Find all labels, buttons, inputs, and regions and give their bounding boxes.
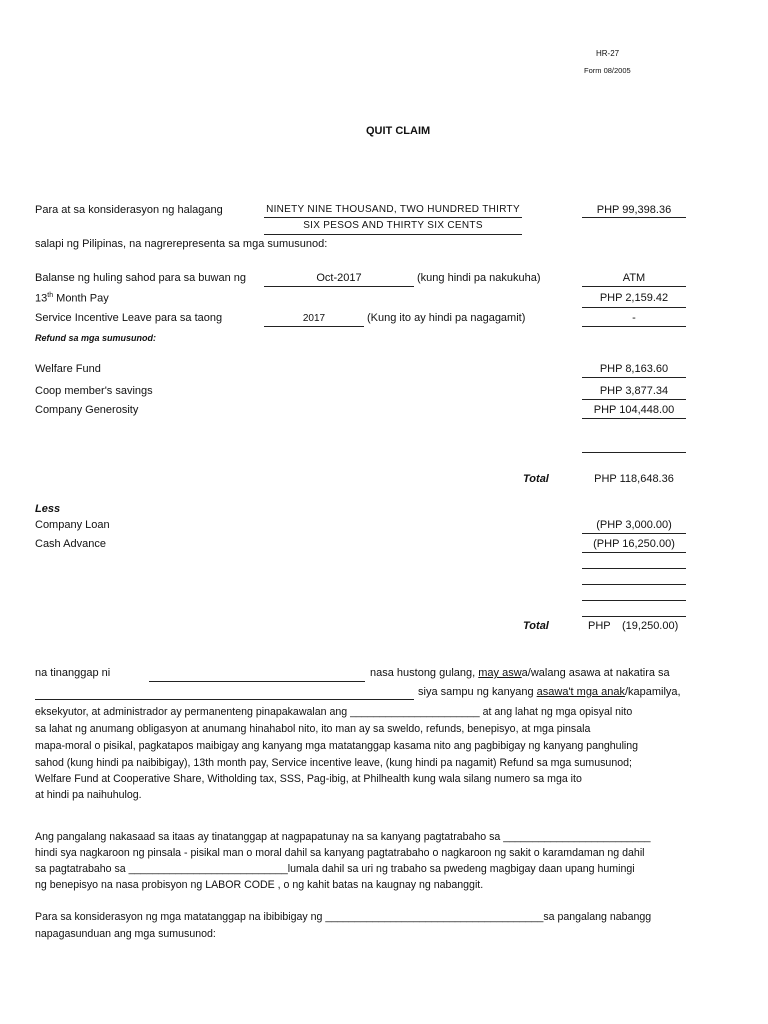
advance-amount: (PHP 16,250.00) — [593, 538, 675, 550]
generosity-underline — [582, 418, 686, 419]
words-underline-1 — [264, 217, 522, 218]
sil-label: Service Incentive Leave para sa taong — [35, 312, 223, 324]
body-line-4: sa lahat ng anumang obligasyon at anumang hinahabol nito, ito man ay sa sweldo, refunds, benepisyo, at mga pinsala — [35, 723, 591, 735]
month13-label: 13th Month Pay — [35, 292, 109, 305]
form-date: Form 08/2005 — [584, 66, 631, 75]
blank-underline-1 — [582, 568, 686, 569]
sil-note: (Kung ito ay hindi pa nagagamit) — [367, 312, 526, 324]
consideration-amount: PHP 99,398.36 — [596, 204, 672, 216]
address-blank — [35, 699, 414, 700]
month13-underline — [582, 307, 686, 308]
name-blank — [149, 681, 365, 682]
welfare-underline — [582, 377, 686, 378]
salary-label: Balanse ng huling sahod para sa buwan ng — [35, 272, 246, 284]
blank-underline — [582, 452, 686, 453]
sil-underline — [582, 326, 686, 327]
amount-underline — [582, 217, 686, 218]
body-line-8: at hindi pa naihuhulog. — [35, 789, 142, 801]
currency-line: salapi ng Pilipinas, na nagrerepresenta sa mga sumusunod: — [35, 238, 328, 250]
coop-underline — [582, 399, 686, 400]
body-line-5: mapa-moral o pisikal, pagkatapos maibigay ang kanyang mga matatanggap kasama nito ang pagbibigay ng kanyang panghuling — [35, 740, 639, 752]
para2-line-3: sa pagtatrabaho sa ___________________________lumala dahil sa uri ng trabaho sa pwedeng magbigay daan upang humingi — [35, 863, 635, 875]
sil-amount: - — [632, 312, 636, 324]
welfare-amount: PHP 8,163.60 — [599, 363, 669, 375]
salary-amount: ATM — [622, 272, 646, 284]
amount-in-words-line1: NINETY NINE THOUSAND, TWO HUNDRED THIRTY — [266, 204, 520, 215]
advance-underline — [582, 552, 686, 553]
para3-line-1: Para sa konsiderasyon ng mga matatanggap na ibibibigay ng _____________________________________sa pangalang nabangg — [35, 911, 652, 923]
coop-amount: PHP 3,877.34 — [599, 385, 669, 397]
body-line-1a: na tinanggap ni — [35, 667, 111, 679]
refund-total-label: Total — [523, 473, 549, 485]
coop-label: Coop member's savings — [35, 385, 153, 397]
less-heading: Less — [35, 503, 61, 515]
para3-line-2: napagasunduan ang mga sumusunod: — [35, 928, 216, 940]
words-underline-2 — [264, 234, 522, 235]
salary-month: Oct-2017 — [316, 272, 362, 284]
body-line-7: Welfare Fund at Cooperative Share, Witholding tax, SSS, Pag-ibig, at Philhealth kung wala silang numero sa mga ito — [35, 773, 582, 785]
less-total-amount: (19,250.00) — [622, 620, 679, 632]
para2-line-4: ng benepisyo na nasa probisyon ng LABOR CODE , o ng kahit batas na kaugnay ng nabanggit. — [35, 879, 484, 891]
loan-amount: (PHP 3,000.00) — [596, 519, 672, 531]
loan-underline — [582, 533, 686, 534]
blank-underline-2 — [582, 584, 686, 585]
loan-label: Company Loan — [35, 519, 110, 531]
sil-year-underline — [264, 326, 364, 327]
body-line-1: nasa hustong gulang, may aswa/walang asawa at nakatira sa — [370, 667, 670, 679]
blank-underline-3 — [582, 600, 686, 601]
body-line-6: sahod (kung hindi pa naibibigay), 13th month pay, Service incentive leave, (kung hindi pa nagamit) Refund sa mga sumusunod; — [35, 757, 632, 769]
para2-line-1: Ang pangalang nakasaad sa itaas ay tinatanggap at nagpapatunay na sa kanyang pagtatrabaho sa _________________________ — [35, 831, 651, 843]
consideration-label: Para at sa konsiderasyon ng halagang — [35, 204, 223, 216]
sil-year: 2017 — [302, 313, 326, 324]
month13-amount: PHP 2,159.42 — [599, 292, 669, 304]
page-title: QUIT CLAIM — [366, 125, 431, 137]
refund-heading: Refund sa mga sumusunod: — [35, 333, 157, 343]
form-code: HR-27 — [596, 49, 620, 58]
generosity-label: Company Generosity — [35, 404, 139, 416]
less-total-label: Total — [523, 620, 549, 632]
blank-underline-4 — [582, 616, 686, 617]
body-line-2: siya sampu ng kanyang asawa't mga anak/kapamilya, — [418, 686, 681, 698]
body-line-3: eksekyutor, at administrador ay permanenteng pinapakawalan ang ______________________ at ang lahat ng mga opisyal nito — [35, 706, 633, 718]
salary-month-underline — [264, 286, 414, 287]
para2-line-2: hindi sya nagkaroon ng pinsala - pisikal man o moral dahil sa kanyang pagtatrabaho o nagkaroon ng sakit o karamdaman ng dahil — [35, 847, 645, 859]
salary-note: (kung hindi pa nakukuha) — [417, 272, 541, 284]
advance-label: Cash Advance — [35, 538, 106, 550]
amount-in-words-line2: SIX PESOS AND THIRTY SIX CENTS — [303, 220, 483, 231]
refund-total-amount: PHP 118,648.36 — [594, 473, 674, 485]
less-total-currency: PHP — [588, 620, 611, 632]
welfare-label: Welfare Fund — [35, 363, 101, 375]
salary-amount-underline — [582, 286, 686, 287]
generosity-amount: PHP 104,448.00 — [593, 404, 675, 416]
